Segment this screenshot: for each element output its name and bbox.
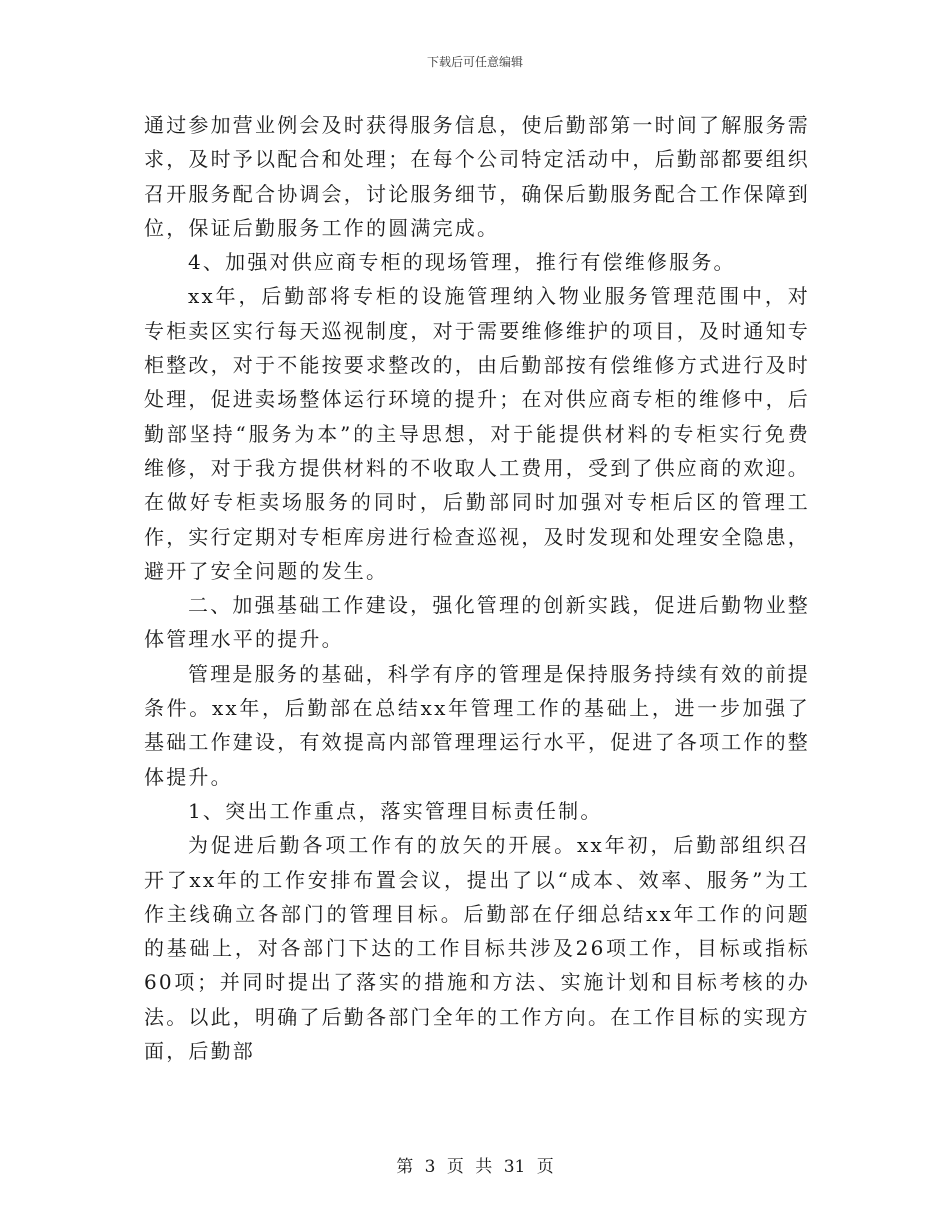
document-body bbox=[144, 108, 810, 1068]
section-heading-2: 二、加强基础工作建设，强化管理的创新实践，促进后勤物业整体管理水平的提升。 bbox=[144, 593, 810, 652]
section-heading-4: 4、加强对供应商专柜的现场管理，推行有偿维修服务。 bbox=[188, 250, 736, 275]
paragraph-2: xx年，后勤部将专柜的设施管理纳入物业服务管理范围中，对专柜卖区实行每天巡视制度，对于需要维修维护的项目，及时通知专柜整改，对于不能按要求整改的，由后勤部按有偿维修方式进行及时处理，促进卖场整体运行环境的提升；在对供应商专柜的维修中，后勤部坚持“服务为本”的主导思想，对于能提供材料的专柜实行免费维修，对于我方提供材料的不收取人工费用，受到了供应商的欢迎。在做好专柜卖场服务的同时，后勤部同时加强对专柜后区的管理工作，实行定期对专柜库房进行检查巡视，及时发现和处理安全隐患，避开了安全问题的发生。 bbox=[144, 284, 810, 583]
section-heading-1: 1、突出工作重点，落实管理目标责任制。 bbox=[188, 798, 603, 823]
paragraph-4: 为促进后勤各项工作有的放矢的开展。xx年初，后勤部组织召开了xx年的工作安排布置会议，提出了以“成本、效率、服务”为工作主线确立各部门的管理目标。后勤部在仔细总结xx年工作的问题的基础上，对各部门下达的工作目标共涉及26项工作，目标或指标60项；并同时提出了落实的措施和方法、实施计划和目标考核的办法。以此，明确了后勤各部门全年的工作方向。在工作目标的实现方面，后勤部 bbox=[144, 833, 810, 1064]
paragraph-3: 管理是服务的基础，科学有序的管理是保持服务持续有效的前提条件。xx年，后勤部在总结xx年管理工作的基础上，进一步加强了基础工作建设，有效提高内部管理理运行水平，促进了各项工作的整体提升。 bbox=[144, 661, 810, 789]
paragraph-1: 通过参加营业例会及时获得服务信息，使后勤部第一时间了解服务需求，及时予以配合和处理；在每个公司特定活动中，后勤部都要组织召开服务配合协调会，讨论服务细节，确保后勤服务配合工作保障到位，保证后勤服务工作的圆满完成。 bbox=[144, 113, 810, 240]
page-header-note: 下载后可任意编辑 bbox=[426, 55, 523, 69]
page-footer-number: 第 3 页 共 31 页 bbox=[396, 1157, 554, 1177]
